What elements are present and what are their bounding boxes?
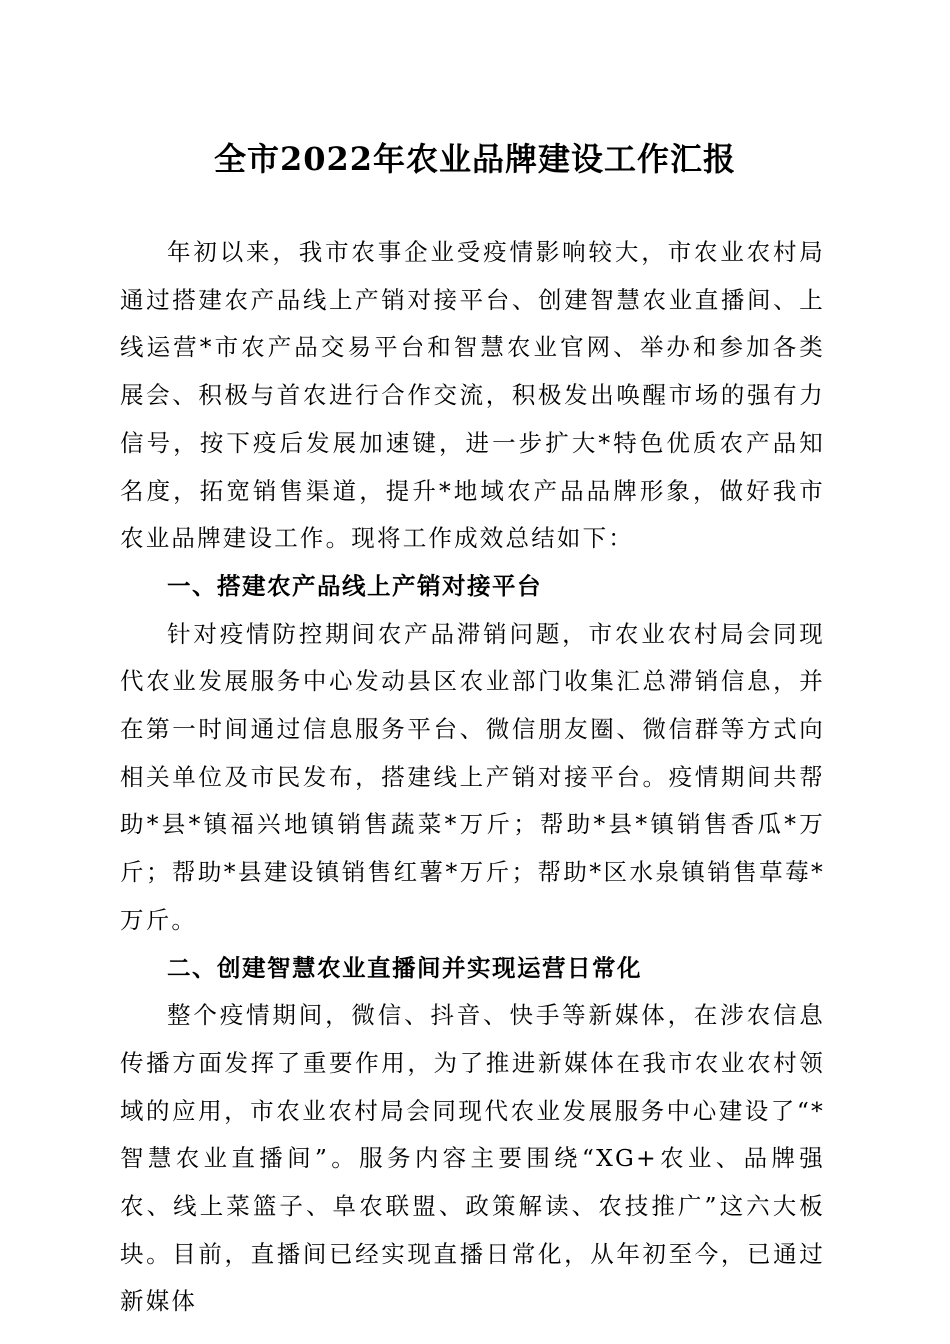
document-body xyxy=(120,229,825,1326)
section-heading-1: 一、搭建农产品线上产销对接平台 xyxy=(167,571,542,600)
section-paragraph-2: 整个疫情期间，微信、抖音、快手等新媒体，在涉农信息传播方面发挥了重要作用，为了推进新媒体在我市农业农村领域的应用，市农业农村局会同现代农业发展服务中心建设了“*智慧农业直播间”。服务内容主要围绕“XG+农业、品牌强农、线上菜篮子、阜农联盟、政策解读、农技推广”这六大板块。目前，直播间已经实现直播日常化，从年初至今，已通过新媒体 xyxy=(120,1001,825,1316)
section-paragraph-1: 针对疫情防控期间农产品滞销问题，市农业农村局会同现代农业发展服务中心发动县区农业部门收集汇总滞销信息，并在第一时间通过信息服务平台、微信朋友圈、微信群等方式向相关单位及市民发布，搭建线上产销对接平台。疫情期间共帮助*县*镇福兴地镇销售蔬菜*万斤；帮助*县*镇销售香瓜*万斤；帮助*县建设镇销售红薯*万斤；帮助*区水泉镇销售草莓*万斤。 xyxy=(120,619,825,934)
section-heading-2: 二、创建智慧农业直播间并实现运营日常化 xyxy=(167,953,642,982)
intro-paragraph: 年初以来，我市农事企业受疫情影响较大，市农业农村局通过搭建农产品线上产销对接平台、创建智慧农业直播间、上线运营*市农产品交易平台和智慧农业官网、举办和参加各类展会、积极与首农进行合作交流，积极发出唤醒市场的强有力信号，按下疫后发展加速键，进一步扩大*特色优质农产品知名度，拓宽销售渠道，提升*地域农产品品牌形象，做好我市农业品牌建设工作。现将工作成效总结如下： xyxy=(120,238,825,553)
document-title: 全市2022年农业品牌建设工作汇报 xyxy=(213,140,737,178)
